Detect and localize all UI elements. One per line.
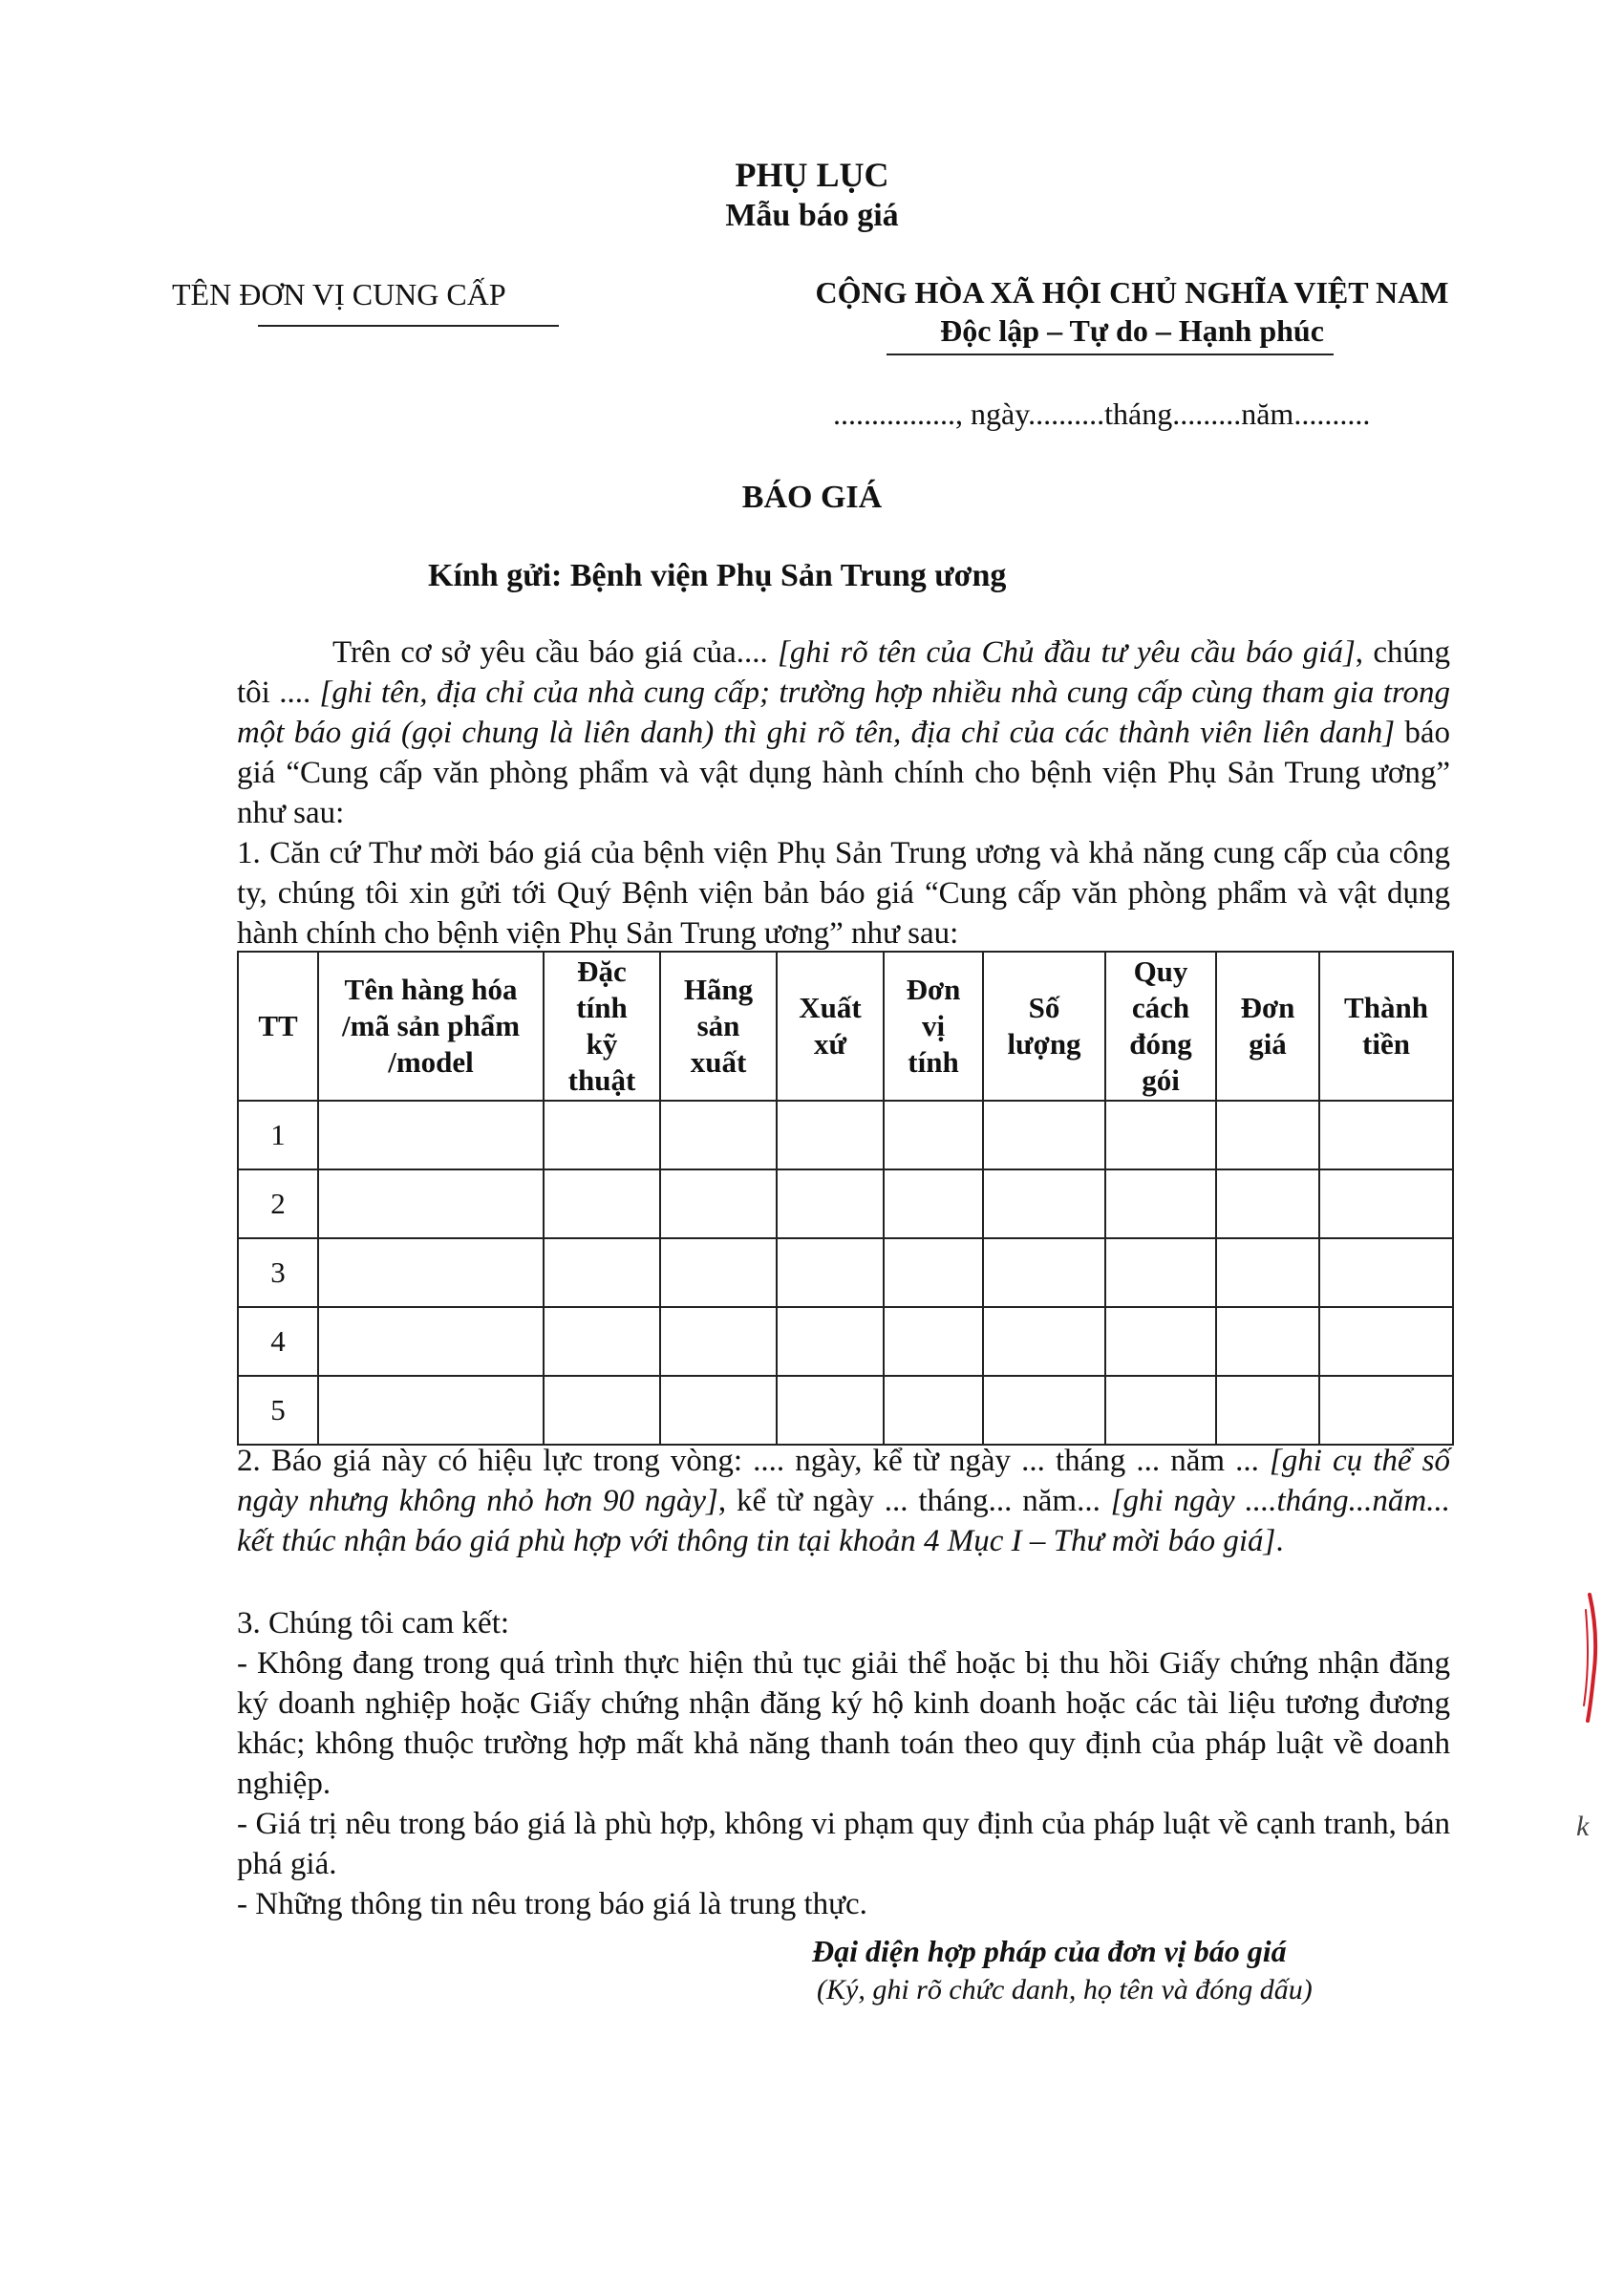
row-number: 4 [238,1307,318,1376]
header-unit: Đơn vị tính [884,952,983,1101]
table-cell [1216,1101,1319,1169]
signature-note: (Ký, ghi rõ chức danh, họ tên và đóng dấu) [817,1974,1313,2005]
document-title: BÁO GIÁ [741,480,883,515]
commitment-bullet-3: - Những thông tin nêu trong báo giá là trung thực. [237,1887,867,1921]
table-cell [884,1101,983,1169]
table-cell [1105,1101,1216,1169]
table-cell [777,1238,884,1307]
table-cell [983,1169,1105,1238]
table-cell [777,1376,884,1445]
date-line: ................, ngày..........tháng.........năm.......... [833,397,1371,431]
item-3-block [237,1603,1450,1924]
table-cell [318,1307,544,1376]
table-cell [1105,1169,1216,1238]
table-cell [1319,1169,1453,1238]
row-number: 1 [238,1101,318,1169]
table-row [238,1376,1453,1445]
table-cell [660,1376,777,1445]
table-cell [1319,1307,1453,1376]
handwritten-side-mark: k [1576,1811,1590,1842]
table-cell [983,1238,1105,1307]
table-cell [544,1169,660,1238]
item2-instruction-2: [ghi ngày ....tháng...năm... kết thúc nhận báo giá phù hợp với thông tin tại khoản 4 Mục I – Thư mời báo giá] [237,1484,1450,1558]
table-cell [660,1307,777,1376]
table-cell [660,1238,777,1307]
header-origin: Xuất xứ [777,952,884,1101]
table-cell [1319,1238,1453,1307]
header-total: Thành tiền [1319,952,1453,1101]
red-pen-mark-icon [1578,1591,1607,1725]
row-number: 3 [238,1238,318,1307]
table-row [238,1238,1453,1307]
table-cell [777,1307,884,1376]
quotation-table [237,951,1454,1446]
row-number: 5 [238,1376,318,1445]
header-product-name: Tên hàng hóa /mã sản phẩm /model [318,952,544,1101]
item2-instruction-1: [ghi cụ thể số ngày nhưng không nhỏ hơn 90 ngày] [237,1444,1450,1518]
intro-instruction-2: [ghi tên, địa chỉ của nhà cung cấp; trường hợp nhiều nhà cung cấp cùng tham gia trong một báo giá (gọi chung là liên danh) thì ghi rõ tên, địa chỉ của các thành viên liên danh] [237,675,1450,750]
commitment-heading: 3. Chúng tôi cam kết: [237,1606,510,1640]
item2-text-2: , kể từ ngày ... tháng... năm... [717,1484,1111,1518]
item2-text-3: . [1275,1524,1284,1558]
table-cell [983,1307,1105,1376]
table-cell [1216,1307,1319,1376]
appendix-subtitle: Mẫu báo giá [725,198,899,233]
commitment-bullet-1: - Không đang trong quá trình thực hiện thủ tục giải thể hoặc bị thu hồi Giấy chứng nhận đăng ký doanh nghiệp hoặc Giấy chứng nhận đăng ký hộ kinh doanh hoặc các tài liệu tương đương khác; không thuộc trường hợp mất khả năng thanh toán theo quy định của pháp luật về doanh nghiệp. [237,1646,1450,1801]
table-cell [884,1307,983,1376]
commitment-bullet-2: - Giá trị nêu trong báo giá là phù hợp, không vi phạm quy định của pháp luật về cạnh tranh, bán phá giá. [237,1807,1450,1881]
header-quantity: Số lượng [983,952,1105,1101]
table-cell [1216,1238,1319,1307]
table-cell [318,1169,544,1238]
table-cell [777,1169,884,1238]
supplier-heading: TÊN ĐƠN VỊ CUNG CẤP [172,277,506,311]
table-cell [1105,1376,1216,1445]
table-cell [544,1307,660,1376]
motto-underline [887,354,1334,355]
signature-title: Đại diện hợp pháp của đơn vị báo giá [812,1934,1287,1968]
table-cell [983,1101,1105,1169]
intro-text-1: Trên cơ sở yêu cầu báo giá của.... [332,635,778,670]
table-cell [318,1238,544,1307]
appendix-title: PHỤ LỤC [735,156,889,194]
table-cell [884,1376,983,1445]
intro-text-2: , chúng tôi .... [237,635,1450,710]
table-cell [1105,1238,1216,1307]
table-cell [660,1101,777,1169]
header-technical-specs: Đặc tính kỹ thuật [544,952,660,1101]
table-header-row [238,952,1453,1101]
table-cell [544,1101,660,1169]
header-tt: TT [238,952,318,1101]
table-cell [660,1169,777,1238]
table-cell [318,1376,544,1445]
table-cell [777,1101,884,1169]
table-cell [884,1169,983,1238]
intro-paragraph [237,633,1450,833]
item2-text-1: 2. Báo giá này có hiệu lực trong vòng: .... ngày, kể từ ngày ... tháng ... năm ... [237,1444,1270,1478]
table-cell [1216,1376,1319,1445]
table-cell [983,1376,1105,1445]
table-cell [1319,1101,1453,1169]
table-cell [1216,1169,1319,1238]
table-cell [318,1101,544,1169]
header-unit-price: Đơn giá [1216,952,1319,1101]
table-cell [1319,1376,1453,1445]
table-cell [1105,1307,1216,1376]
table-row [238,1307,1453,1376]
table-row [238,1169,1453,1238]
header-packaging: Quy cách đóng gói [1105,952,1216,1101]
row-number: 2 [238,1169,318,1238]
item-1-paragraph: 1. Căn cứ Thư mời báo giá của bệnh viện Phụ Sản Trung ương và khả năng cung cấp của công ty, chúng tôi xin gửi tới Quý Bệnh viện bản báo giá “Cung cấp văn phòng phẩm và vật dụng hành chính cho bệnh viện Phụ Sản Trung ương” như sau: [237,836,1450,951]
table-cell [544,1238,660,1307]
country-name: CỘNG HÒA XÃ HỘI CHỦ NGHĨA VIỆT NAM [815,275,1449,310]
table-row [238,1101,1453,1169]
item-2-paragraph [237,1441,1450,1561]
country-motto: Độc lập – Tự do – Hạnh phúc [940,313,1324,348]
header-manufacturer: Hãng sản xuất [660,952,777,1101]
table-cell [544,1376,660,1445]
table-cell [884,1238,983,1307]
intro-instruction-1: [ghi rõ tên của Chủ đầu tư yêu cầu báo giá] [778,635,1356,670]
recipient-line: Kính gửi: Bệnh viện Phụ Sản Trung ương [428,558,1007,593]
intro-text-3: báo giá “Cung cấp văn phòng phẩm và vật dụng hành chính cho bệnh viện Phụ Sản Trung ương” như sau: [237,716,1450,830]
supplier-underline [258,325,559,327]
